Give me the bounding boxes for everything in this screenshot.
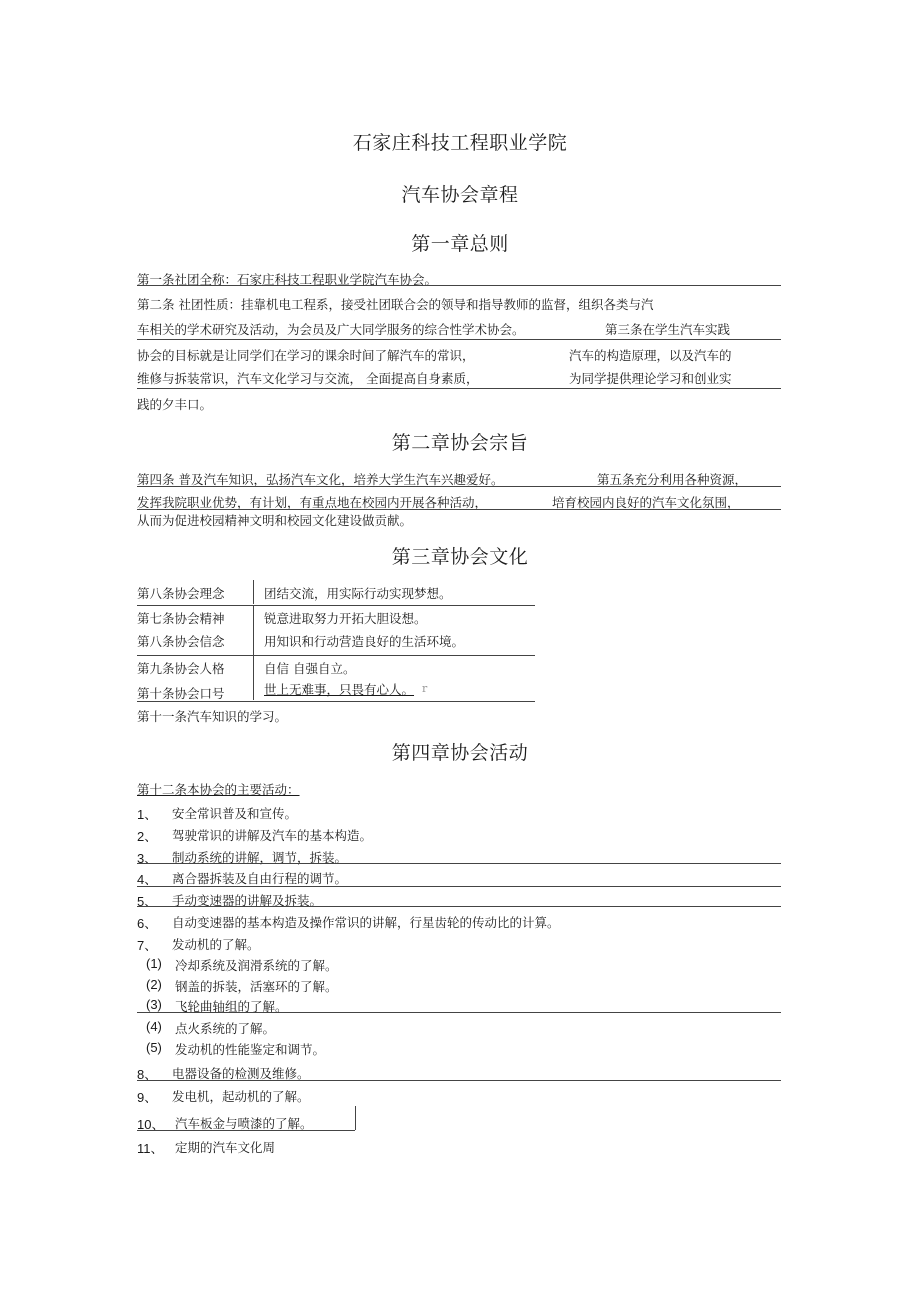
- culture-row-label: 第十条协会口号: [137, 686, 225, 701]
- list-item-text: 手动变速器的讲解及拆装。: [172, 893, 323, 908]
- list-item-number: 11、: [137, 1141, 164, 1156]
- list-item-number: 1、: [137, 807, 158, 822]
- culture-row-value: 用知识和行动营造良好的生活环境。: [264, 634, 465, 649]
- article-1: 第一条社团全称：石家庄科技工程职业学院汽车协会。: [137, 272, 438, 287]
- chapter-1-line-5b: 为同学提供理论学习和创业实: [569, 371, 732, 386]
- list-item-text: 安全常识普及和宣传。: [172, 806, 298, 821]
- culture-row-label: 第七条协会精神: [137, 611, 225, 626]
- chapter-1-title: 第一章总则: [411, 233, 509, 255]
- culture-row-value: 锐意进取努力开拓大胆设想。: [264, 611, 427, 626]
- table-divider: [253, 655, 254, 700]
- list-item-number: 10、: [137, 1117, 165, 1132]
- chapter-1-line-5a: 维修与拆装常识，汽车文化学习与交流， 全面提高自身素质，: [137, 371, 479, 386]
- article-11: 第十一条汽车知识的学习。: [137, 709, 288, 724]
- culture-row-value: 世上无难事，只畏有心人。: [264, 682, 415, 697]
- rule-line: [137, 339, 781, 340]
- list-item-text: 制动系统的讲解，调节，拆装。: [172, 850, 348, 865]
- table-rule: [137, 605, 535, 606]
- chapter-2-title: 第二章协会宗旨: [391, 432, 529, 454]
- activities-intro: 第十二条本协会的主要活动：: [137, 782, 300, 797]
- list-item-text: 离合器拆装及自由行程的调节。: [172, 871, 348, 886]
- chapter-1-line-4a: 协会的目标就是让同学们在学习的课余时间了解汽车的常识，: [137, 348, 475, 363]
- list-item-text: 发动机的了解。: [172, 937, 260, 952]
- list-item-number: 7、: [137, 938, 158, 953]
- chapter-4-title: 第四章协会活动: [391, 742, 529, 764]
- sub-item-number: (3): [146, 997, 162, 1012]
- rule-line: [137, 886, 781, 887]
- sub-item-number: (2): [146, 977, 162, 992]
- sub-item-text: 飞轮曲轴组的了解。: [175, 999, 288, 1014]
- list-item-number: 8、: [137, 1067, 158, 1082]
- culture-row-label: 第九条协会人格: [137, 661, 225, 676]
- list-item-number: 3、: [137, 851, 158, 866]
- rule-line: [137, 906, 781, 907]
- table-divider: [355, 1106, 356, 1130]
- rule-line: [137, 509, 781, 510]
- rule-line: [137, 1130, 355, 1131]
- table-rule: [137, 655, 535, 656]
- document-title: 汽车协会章程: [401, 184, 519, 206]
- rule-line: [137, 486, 781, 487]
- stray-mark: r: [422, 682, 428, 695]
- rule-line: [137, 863, 781, 864]
- table-divider: [253, 580, 254, 604]
- table-divider: [253, 605, 254, 655]
- rule-line: [137, 388, 781, 389]
- chapter-2-line-3: 从而为促进校园精神文明和校园文化建设做贡献。: [137, 513, 413, 528]
- list-item-number: 5、: [137, 894, 158, 909]
- article-2-line-1: 第二条 社团性质：挂靠机电工程系，接受社团联合会的领导和指导教师的监督，组织各类与汽: [137, 297, 654, 312]
- list-item-number: 6、: [137, 916, 158, 931]
- culture-row-value: 团结交流，用实际行动实现梦想。: [264, 586, 452, 601]
- rule-line: [137, 1012, 781, 1013]
- sub-item-number: (5): [146, 1040, 162, 1055]
- culture-row-label: 第八条协会信念: [137, 634, 225, 649]
- chapter-1-line-4b: 汽车的构造原理，以及汽车的: [569, 348, 732, 363]
- rule-line: [137, 285, 781, 286]
- sub-item-text: 发动机的性能鉴定和调节。: [175, 1042, 326, 1057]
- chapter-2-line-2b: 培育校园内良好的汽车文化氛围，: [552, 495, 740, 510]
- list-item-text: 定期的汽车文化周: [175, 1140, 276, 1155]
- list-item-number: 9、: [137, 1090, 158, 1105]
- chapter-2-line-2a: 发挥我院职业优势，有计划，有重点地在校园内开展各种活动，: [137, 495, 488, 510]
- list-item-text: 发电机，起动机的了解。: [172, 1089, 310, 1104]
- sub-item-text: 钢盖的拆装，活塞环的了解。: [175, 979, 338, 994]
- culture-row-value: 自信 自强自立。: [264, 661, 356, 676]
- list-item-text: 自动变速器的基本构造及操作常识的讲解，行星齿轮的传动比的计算。: [172, 915, 560, 930]
- culture-row-label: 第八条协会理念: [137, 586, 225, 601]
- chapter-1-line-6: 践的夕丰口。: [137, 397, 213, 412]
- list-item-text: 汽车板金与喷漆的了解。: [175, 1116, 313, 1131]
- article-4: 第四条 普及汽车知识，弘扬汽车文化，培养大学生汽车兴趣爱好。: [137, 472, 504, 487]
- list-item-text: 驾驶常识的讲解及汽车的基本构造。: [172, 828, 373, 843]
- list-item-number: 4、: [137, 872, 158, 887]
- school-title: 石家庄科技工程职业学院: [352, 132, 568, 154]
- article-5-start: 第五条充分利用各种资源，: [597, 472, 748, 487]
- article-3-start: 第三条在学生汽车实践: [605, 322, 731, 337]
- article-2-line-2: 车相关的学术研究及活动，为会员及广大同学服务的综合性学术协会。: [137, 322, 525, 337]
- rule-line: [137, 1080, 781, 1081]
- sub-item-number: (4): [146, 1019, 162, 1034]
- list-item-number: 2、: [137, 829, 158, 844]
- chapter-3-title: 第三章协会文化: [391, 546, 529, 568]
- sub-item-text: 点火系统的了解。: [175, 1021, 276, 1036]
- sub-item-text: 冷却系统及润滑系统的了解。: [175, 958, 338, 973]
- sub-item-number: (1): [146, 956, 162, 971]
- list-item-text: 电器设备的检测及维修。: [172, 1066, 310, 1081]
